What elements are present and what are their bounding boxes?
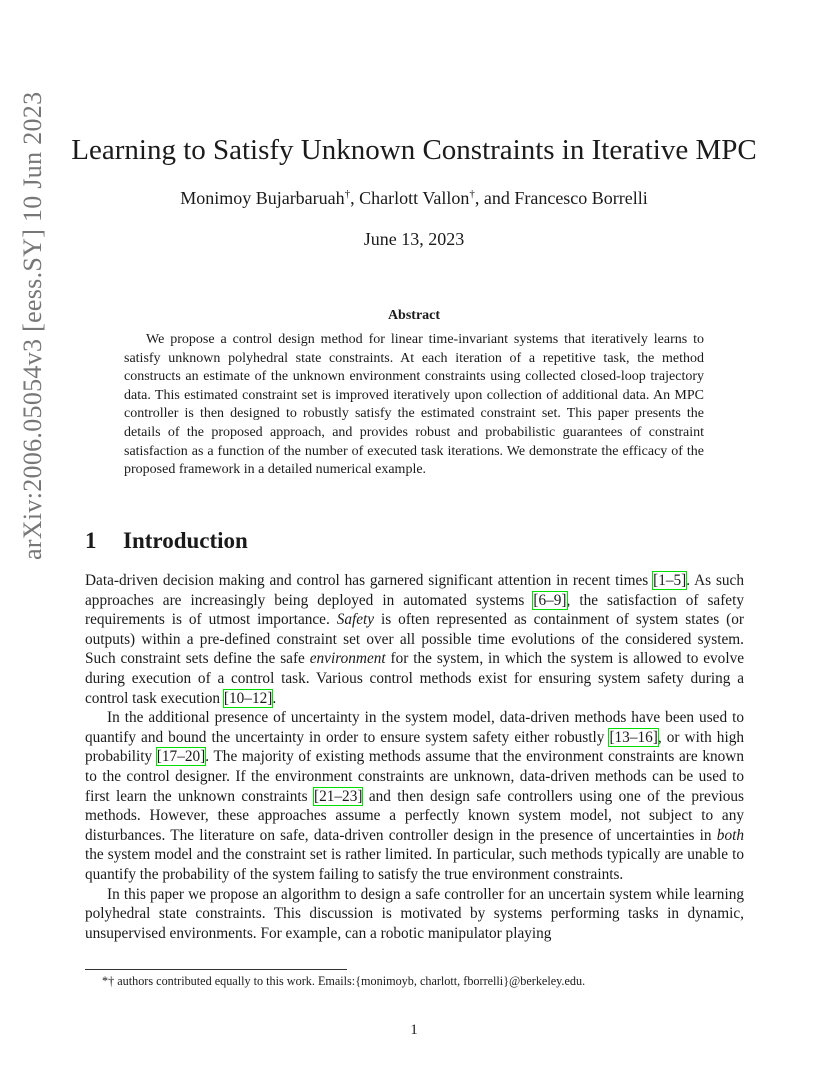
citation-link[interactable]: [21–23] xyxy=(314,787,363,805)
footnote-rule xyxy=(85,969,347,970)
citation-link[interactable]: [6–9] xyxy=(533,591,567,609)
author-3: , and Francesco Borrelli xyxy=(474,188,648,208)
paper-date: June 13, 2023 xyxy=(363,229,465,249)
citation-link[interactable]: [17–20] xyxy=(156,748,206,766)
text-run: In this paper we propose an algorithm to design a safe controller for an uncertain system while learning polyhedral state constraints. This discussion is motivated by systems performing tasks in dynamic, unsupervised environments. For example, can a robotic manipulator playing xyxy=(85,885,744,942)
text-run: is often represented as containment of system states (or outputs) within a pre-defined constraint set over all possible time evolutions of the considered system. Such constraint sets define the safe xyxy=(85,611,744,668)
text-run: . xyxy=(272,689,277,707)
author-2: , Charlott Vallon xyxy=(350,188,470,208)
paragraph-2 xyxy=(85,708,744,884)
paragraph-1 xyxy=(85,571,744,708)
emphasis: environment xyxy=(309,650,386,668)
text-run: In the additional presence of uncertainty in the system model, data-driven methods have been used to quantify and bound the uncertainty in order to ensure system safety either robustly xyxy=(85,709,744,746)
text-run: for the system, in which the system is allowed to evolve during execution of a control task. Various control methods exist for ensuring system safety during a control task execution xyxy=(85,650,745,707)
abstract-heading: Abstract xyxy=(387,308,441,323)
text-run: , the satisfaction of safety requirements is of utmost importance. xyxy=(85,591,744,629)
dagger-mark: † xyxy=(469,188,475,200)
paper-title: Learning to Satisfy Unknown Constraints in Iterative MPC xyxy=(71,134,757,166)
page-number: 1 xyxy=(410,1022,418,1038)
section-number: 1 xyxy=(85,528,97,553)
footnote: *† authors contributed equally to this work. Emails:{monimoyb, charlott, fborrelli}@berkeley.edu. xyxy=(102,974,586,988)
text-run: and then design safe controllers using one of the previous methods. However, these approaches assume a perfectly known system model, not subject to any disturbances. The literature on safe, data-driven controller design in the presence of uncertainties in xyxy=(85,787,744,844)
body-text xyxy=(85,571,744,943)
text-run: Data-driven decision making and control has garnered significant attention in recent times xyxy=(85,572,654,589)
text-run: the system model and the constraint set is rather limited. In particular, such methods typically are unable to quantify the probability of the system failing to satisfy the true environment constraints. xyxy=(85,846,744,883)
citation-link[interactable]: [13–16] xyxy=(609,728,658,746)
author-list xyxy=(0,188,828,209)
text-run: , or with high probability xyxy=(85,728,744,766)
section-title: Introduction xyxy=(123,528,248,553)
citation-link[interactable]: [1–5] xyxy=(653,572,687,589)
arxiv-identifier: arXiv:2006.05054v3 [eess.SY] 10 Jun 2023 xyxy=(18,91,47,560)
text-run: . The majority of existing methods assume that the environment constraints are known to the control designer. If the environment constraints are unknown, data-driven methods can be used to first learn the unknown constraints xyxy=(85,748,744,805)
citation-link[interactable]: [10–12] xyxy=(223,689,273,707)
section-heading xyxy=(85,528,248,554)
emphasis: Safety xyxy=(336,611,375,629)
abstract-text: We propose a control design method for linear time-invariant systems that iteratively learns to satisfy unknown polyhedral state constraints. At each iteration of a repetitive task, the method constructs an estimate of the unknown environment constraints using collected closed-loop trajectory data. This estimated constraint set is improved iteratively upon collection of additional data. An MPC controller is then designed to robustly satisfy the estimated constraint set. This paper presents the details of the proposed approach, and provides robust and probabilistic guarantees of constraint satisfaction as a function of the number of executed task iterations. We demonstrate the efficacy of the proposed framework in a detailed numerical example. xyxy=(124,332,704,478)
author-1: Monimoy Bujarbaruah xyxy=(180,188,345,208)
emphasis: both xyxy=(716,826,744,844)
text-run: . As such approaches are increasingly being deployed in automated systems xyxy=(85,572,745,609)
dagger-mark: † xyxy=(344,188,351,200)
paragraph-3 xyxy=(85,885,744,944)
